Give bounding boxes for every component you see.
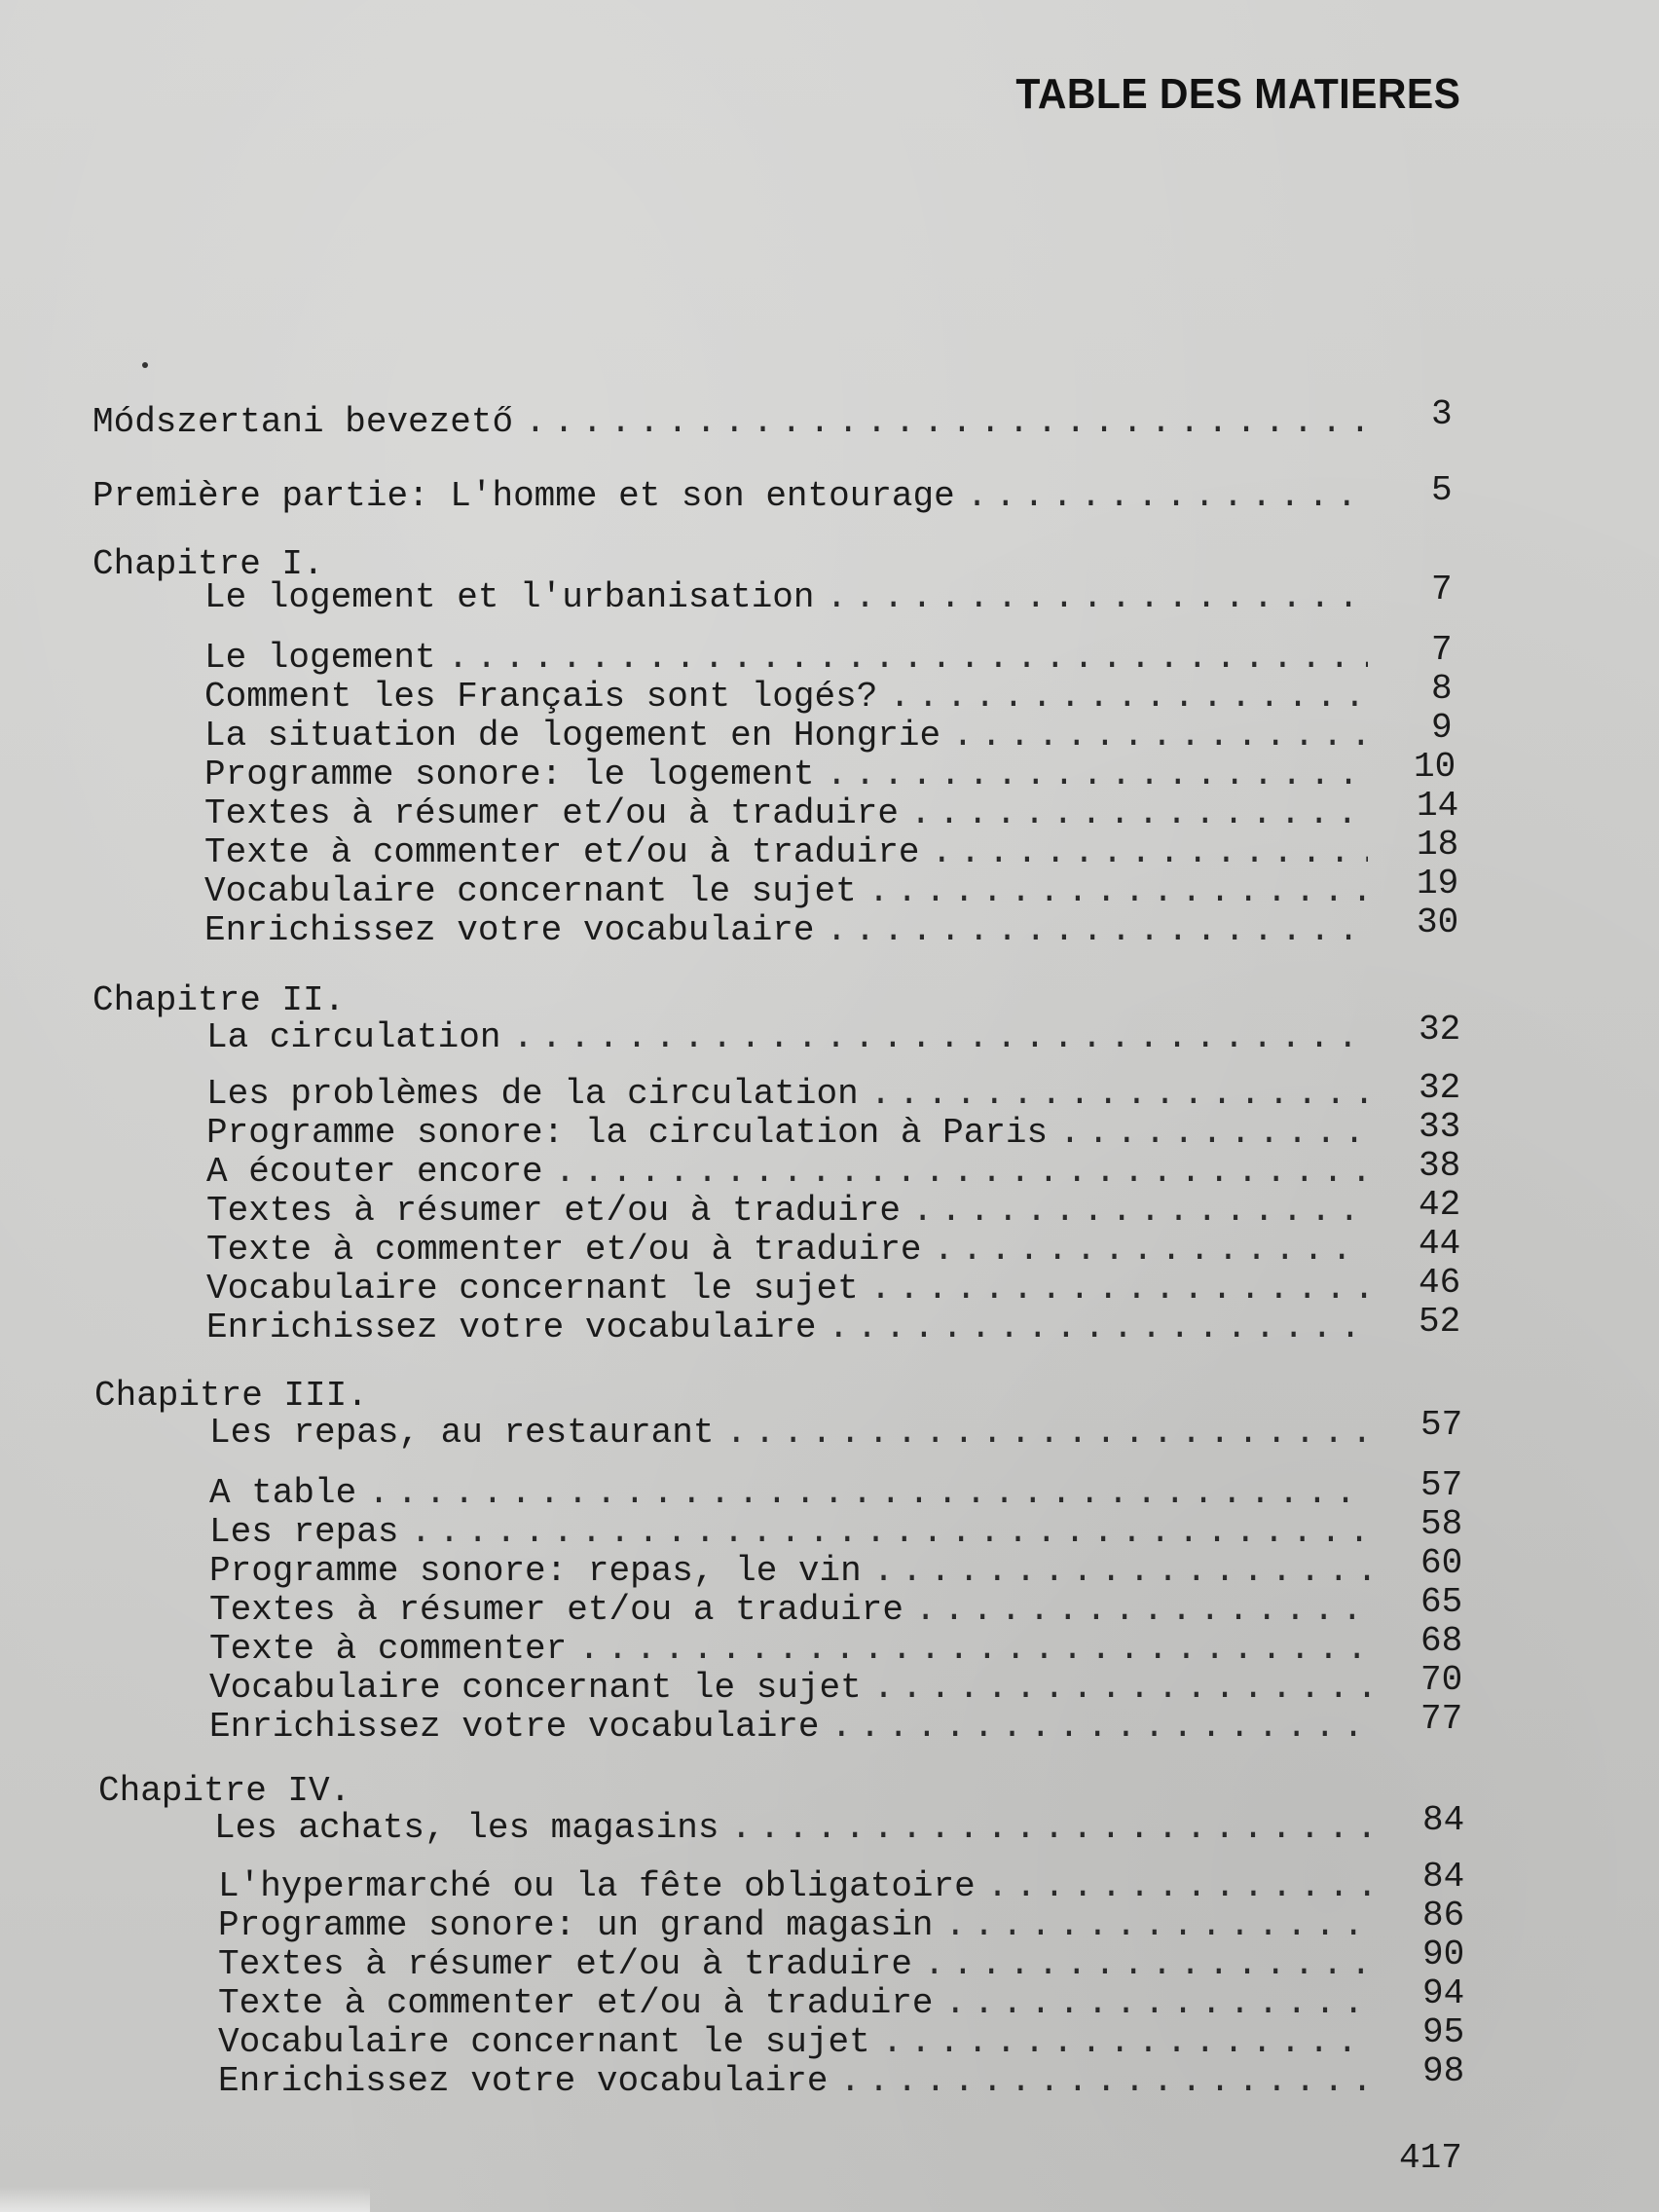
toc-entry-page: 90 (1422, 1935, 1465, 1974)
toc-entry-page: 57 (1420, 1465, 1463, 1505)
toc-entry (204, 715, 1368, 757)
chapter-subject (214, 1807, 1371, 1850)
toc-entry-page: 98 (1422, 2051, 1465, 2091)
toc-entry (206, 1229, 1368, 1272)
dot-leader (889, 676, 1368, 719)
toc-entry (206, 1190, 1368, 1233)
toc-entry-label: Programme sonore: un grand magasin (218, 1905, 934, 1945)
dot-leader (945, 1982, 1371, 2025)
toc-entry (204, 909, 1368, 952)
dot-leader (448, 637, 1368, 680)
toc-entry-label: Enrichissez votre vocabulaire (206, 1308, 817, 1347)
toc-entry-page: 3 (1431, 394, 1453, 434)
toc-entry-page: 5 (1431, 470, 1453, 510)
toc-entry-page: 32 (1419, 1010, 1461, 1050)
toc-entry-label: La circulation (206, 1017, 501, 1057)
toc-entry-page: 32 (1419, 1068, 1461, 1108)
toc-entry-label: A table (209, 1473, 357, 1513)
toc-entry-page: 60 (1420, 1543, 1463, 1583)
toc-entry-label: Textes à résumer et/ou à traduire (218, 1944, 912, 1984)
toc-entry-label: Vocabulaire concernant le sujet (204, 871, 857, 911)
dot-leader (915, 1589, 1370, 1632)
toc-entry-page: 68 (1420, 1621, 1463, 1661)
toc-entry (206, 1112, 1368, 1155)
dot-leader (924, 1943, 1371, 1986)
toc-entry (204, 754, 1368, 796)
toc-entry (218, 1865, 1371, 1908)
toc-entry-page: 18 (1417, 825, 1459, 865)
toc-entry-label: Texte à commenter et/ou à traduire (204, 832, 920, 872)
toc-entry-label: La situation de logement en Hongrie (204, 716, 941, 756)
toc-entry-label: Texte à commenter et/ou à traduire (206, 1230, 922, 1270)
dot-leader (870, 1073, 1368, 1116)
toc-entry-label: Textes à résumer et/ou a traduire (209, 1590, 903, 1630)
toc-entry-page: 14 (1417, 786, 1459, 826)
page-number: 417 (1399, 2138, 1462, 2178)
toc-entry-label: Première partie: L'homme et son entourage (92, 476, 955, 516)
toc-entry-label: Programme sonore: repas, le vin (209, 1551, 862, 1591)
toc-entry-label: Programme sonore: la circulation à Paris (206, 1113, 1049, 1153)
toc-entry (218, 1904, 1371, 1947)
toc-entry (209, 1628, 1370, 1671)
dot-leader (987, 1865, 1371, 1908)
toc-entry (204, 831, 1368, 874)
dot-leader (829, 1307, 1368, 1349)
chapter-subject (206, 1016, 1368, 1059)
toc-entry (206, 1073, 1368, 1116)
toc-entry (209, 1472, 1370, 1515)
toc-entry-page: 95 (1422, 2012, 1465, 2052)
toc-entry-label: Les achats, les magasins (214, 1808, 719, 1848)
dot-leader (873, 1550, 1370, 1593)
toc-entry-label: Le logement (204, 638, 436, 678)
toc-entry-part (92, 475, 1368, 518)
dot-leader (831, 1706, 1370, 1749)
dot-leader (873, 1667, 1370, 1710)
toc-entry-page: 19 (1417, 864, 1459, 903)
toc-entry-label: L'hypermarché ou la fête obligatoire (218, 1866, 976, 1906)
toc-entry-label: Textes à résumer et/ou à traduire (206, 1191, 901, 1231)
toc-entry-page: 94 (1422, 1973, 1465, 2013)
toc-entry-label: Programme sonore: le logement (204, 755, 815, 794)
toc-entry-label: Enrichissez votre vocabulaire (204, 910, 815, 950)
dot-leader (827, 909, 1368, 952)
chapter-subject (209, 1412, 1370, 1455)
toc-entry-label: Les repas, au restaurant (209, 1413, 715, 1453)
toc-entry (204, 793, 1368, 835)
dot-leader (932, 831, 1368, 874)
toc-entry-page: 30 (1417, 903, 1459, 942)
toc-entry (209, 1589, 1370, 1632)
chapter-heading: Chapitre IV. (98, 1771, 351, 1811)
dot-leader (525, 401, 1368, 444)
dot-leader (870, 1268, 1368, 1310)
toc-entry-page: 70 (1420, 1660, 1463, 1700)
dot-leader (1059, 1112, 1368, 1155)
toc-entry-page: 42 (1419, 1185, 1461, 1225)
toc-entry-page: 58 (1420, 1504, 1463, 1544)
toc-entry (204, 637, 1368, 680)
dot-leader (827, 576, 1368, 619)
toc-entry-page: 38 (1419, 1146, 1461, 1186)
chapter-heading: Chapitre I. (92, 544, 324, 584)
toc-entry (206, 1307, 1368, 1349)
toc-entry-intro (92, 401, 1368, 444)
dot-leader (945, 1904, 1371, 1947)
dot-leader (410, 1511, 1370, 1554)
dot-leader (725, 1412, 1370, 1455)
toc-entry (218, 2060, 1371, 2103)
toc-entry-label: A écouter encore (206, 1152, 543, 1192)
toc-entry-page: 84 (1422, 1800, 1465, 1840)
bottom-edge-fade (0, 2187, 370, 2212)
dot-leader (912, 1190, 1368, 1233)
toc-entry (218, 1982, 1371, 2025)
dot-leader (967, 475, 1368, 518)
toc-entry-label: Enrichissez votre vocabulaire (218, 2061, 829, 2101)
toc-entry-label: Módszertani bevezető (92, 402, 514, 442)
toc-entry (206, 1268, 1368, 1310)
toc-entry (209, 1706, 1370, 1749)
toc-entry-page: 10 (1414, 747, 1456, 787)
dot-leader (868, 870, 1368, 913)
dot-leader (578, 1628, 1370, 1671)
toc-entry (204, 870, 1368, 913)
toc-entry-page: 46 (1419, 1263, 1461, 1303)
toc-entry-page: 57 (1420, 1405, 1463, 1445)
dot-leader (882, 2021, 1371, 2064)
toc-entry (218, 2021, 1371, 2064)
toc-entry-label: Les problèmes de la circulation (206, 1074, 859, 1114)
dot-leader (934, 1229, 1368, 1272)
toc-entry-page: 86 (1422, 1896, 1465, 1936)
toc-entry-page: 9 (1431, 708, 1453, 748)
toc-entry-label: Les repas (209, 1512, 399, 1552)
toc-entry (209, 1550, 1370, 1593)
chapter-heading: Chapitre II. (92, 980, 346, 1020)
toc-entry-label: Vocabulaire concernant le sujet (206, 1269, 859, 1309)
dot-leader (730, 1807, 1371, 1850)
toc-entry-page: 65 (1420, 1582, 1463, 1622)
dot-leader (368, 1472, 1370, 1515)
chapter-subject (204, 576, 1368, 619)
dot-leader (827, 754, 1368, 796)
toc-entry (209, 1511, 1370, 1554)
toc-entry-label: Le logement et l'urbanisation (204, 577, 815, 617)
toc-entry (206, 1151, 1368, 1194)
toc-entry-label: Comment les Français sont logés? (204, 677, 878, 717)
dot-leader (555, 1151, 1368, 1194)
toc-entry (209, 1667, 1370, 1710)
dot-leader (840, 2060, 1371, 2103)
dot-leader (952, 715, 1368, 757)
toc-entry-label: Enrichissez votre vocabulaire (209, 1707, 820, 1747)
toc-entry-page: 7 (1431, 630, 1453, 670)
toc-entry (218, 1943, 1371, 1986)
toc-entry-label: Texte à commenter (209, 1629, 568, 1669)
toc-entry-label: Vocabulaire concernant le sujet (209, 1668, 862, 1708)
toc-entry-label: Textes à résumer et/ou à traduire (204, 793, 899, 833)
page-title: TABLE DES MATIERES (1015, 70, 1460, 118)
toc-entry-label: Texte à commenter et/ou à traduire (218, 1983, 934, 2023)
toc-entry-page: 77 (1420, 1699, 1463, 1739)
toc-entry-page: 84 (1422, 1857, 1465, 1897)
toc-entry-page: 33 (1419, 1107, 1461, 1147)
toc-entry-page: 52 (1419, 1302, 1461, 1342)
dot-leader (910, 793, 1368, 835)
toc-entry-page: 8 (1431, 669, 1453, 709)
toc-entry (204, 676, 1368, 719)
toc-entry-page: 7 (1431, 570, 1453, 609)
toc-entry-label: Vocabulaire concernant le sujet (218, 2022, 870, 2062)
toc-entry-page: 44 (1419, 1224, 1461, 1264)
dot-leader (512, 1016, 1368, 1059)
chapter-heading: Chapitre III. (94, 1376, 368, 1416)
